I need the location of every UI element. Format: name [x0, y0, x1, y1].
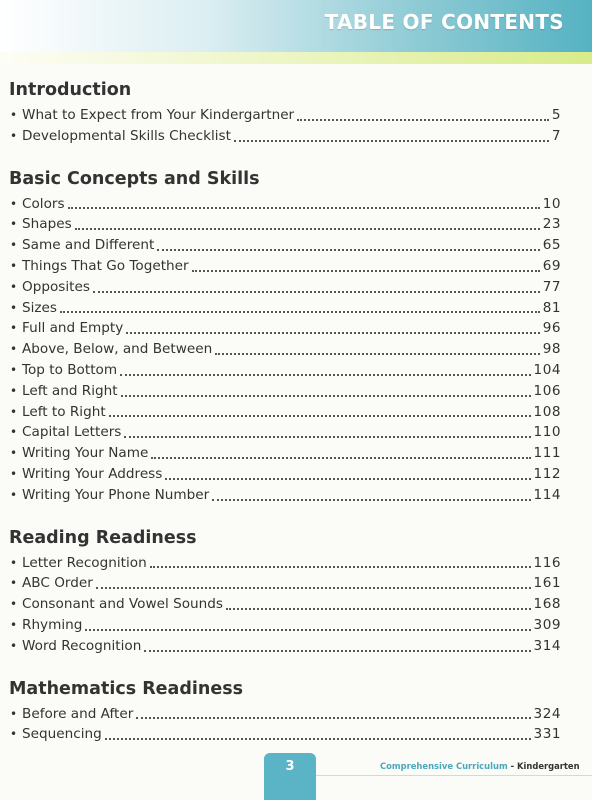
toc-entry	[9, 381, 561, 402]
footer-rule	[316, 775, 592, 776]
entry-page-number: 98	[542, 341, 561, 358]
dot-leader	[85, 625, 530, 631]
entry-label: ABC Order	[22, 575, 93, 592]
section-heading: Mathematics Readiness	[9, 678, 244, 699]
toc-entry	[9, 194, 561, 215]
entry-page-number: 106	[533, 382, 561, 399]
bullet-icon: •	[10, 108, 18, 122]
dot-leader	[120, 370, 530, 376]
bullet-icon: •	[10, 446, 18, 461]
page-number-tab	[264, 753, 316, 800]
bullet-icon: •	[10, 342, 18, 357]
dot-leader	[297, 115, 549, 121]
entry-label: Writing Your Name	[22, 445, 149, 462]
toc-section	[9, 677, 561, 746]
entry-label: Colors	[22, 195, 65, 212]
bullet-icon: •	[10, 487, 18, 502]
entry-label: Shapes	[22, 216, 72, 233]
entry-label: Above, Below, and Between	[22, 341, 213, 358]
dot-leader	[96, 583, 531, 589]
entry-label: Capital Letters	[22, 424, 122, 441]
entry-label: Rhyming	[22, 616, 83, 633]
entry-label: Developmental Skills Checklist	[22, 127, 231, 144]
entry-label: What to Expect from Your Kindergartner	[22, 107, 295, 123]
entry-label: Full and Empty	[22, 320, 124, 337]
dot-leader	[121, 391, 531, 397]
section-heading: Reading Readiness	[9, 527, 197, 548]
series-name: Comprehensive Curriculum	[380, 761, 508, 771]
entry-page-number: 10	[542, 195, 561, 212]
entry-page-number: 112	[533, 465, 561, 482]
bullet-icon: •	[10, 466, 18, 481]
dot-leader	[124, 432, 530, 438]
section-heading: Introduction	[9, 80, 132, 100]
entry-page-number: 309	[533, 616, 561, 633]
dot-leader	[93, 287, 540, 293]
dot-leader	[151, 453, 530, 459]
bullet-icon: •	[10, 597, 18, 612]
entry-page-number: 96	[542, 320, 561, 337]
bullet-icon: •	[10, 404, 18, 419]
dot-leader	[68, 203, 540, 209]
dot-leader	[150, 562, 531, 568]
toc-entry	[9, 485, 561, 506]
toc-entry	[9, 553, 561, 574]
toc-entry	[9, 105, 561, 126]
entry-page-number: 324	[533, 705, 561, 722]
entry-label: Opposites	[22, 278, 90, 295]
toc-entry	[9, 464, 561, 485]
entry-page-number: 331	[533, 726, 561, 743]
entry-label: Writing Your Phone Number	[22, 486, 210, 503]
bullet-icon: •	[10, 196, 18, 211]
toc-entry	[9, 214, 561, 235]
entry-label: Consonant and Vowel Sounds	[22, 596, 223, 613]
toc-section	[9, 78, 561, 147]
bullet-icon: •	[10, 217, 18, 232]
bullet-icon: •	[10, 706, 18, 721]
entry-page-number: 314	[533, 637, 561, 654]
entry-label: Left and Right	[22, 382, 118, 399]
dot-leader	[144, 646, 530, 652]
bullet-icon: •	[10, 362, 18, 377]
entry-label: Same and Different	[22, 237, 155, 254]
header-banner	[0, 0, 592, 52]
entry-page-number: 104	[533, 361, 561, 378]
entry-label: Top to Bottom	[22, 361, 118, 378]
page-title: TABLE OF CONTENTS	[324, 10, 564, 34]
bullet-icon: •	[10, 425, 18, 440]
toc-entry	[9, 724, 561, 745]
toc-entry	[9, 298, 561, 319]
bullet-icon: •	[10, 383, 18, 398]
dot-leader	[109, 411, 531, 417]
dot-leader	[136, 713, 530, 719]
bullet-icon: •	[10, 300, 18, 315]
dot-leader	[75, 224, 540, 230]
bullet-icon: •	[10, 638, 18, 653]
toc-entry	[9, 422, 561, 443]
entry-label: Things That Go Together	[22, 257, 189, 274]
entry-page-number: 7	[551, 127, 561, 144]
entry-page-number: 114	[533, 486, 561, 503]
bullet-icon: •	[10, 576, 18, 591]
page-number: 3	[285, 759, 295, 774]
header-stripe	[0, 52, 592, 64]
toc-entry	[9, 402, 561, 423]
entry-page-number: 69	[542, 257, 561, 274]
dot-leader	[165, 474, 530, 480]
toc-entry	[9, 443, 561, 464]
bullet-icon: •	[10, 279, 18, 294]
entry-label: Sizes	[22, 299, 57, 316]
toc-entry	[9, 636, 561, 657]
toc-entry	[9, 256, 561, 277]
entry-label: Left to Right	[22, 403, 106, 420]
entry-label: Writing Your Address	[22, 465, 163, 482]
entry-page-number: 161	[533, 575, 561, 592]
entry-page-number: 23	[542, 216, 561, 233]
dot-leader	[226, 604, 531, 610]
entry-page-number: 5	[551, 107, 561, 123]
toc-entry	[9, 573, 561, 594]
toc-entry	[9, 318, 561, 339]
entry-page-number: 110	[533, 424, 561, 441]
entry-page-number: 77	[542, 278, 561, 295]
footer-caption	[380, 761, 580, 771]
dot-leader	[60, 307, 540, 313]
toc-entry	[9, 235, 561, 256]
dot-leader	[192, 266, 540, 272]
entry-label: Sequencing	[22, 726, 102, 743]
bullet-icon: •	[10, 321, 18, 336]
table-of-contents	[0, 64, 592, 745]
dot-leader	[215, 349, 539, 355]
toc-entry	[9, 339, 561, 360]
entry-page-number: 111	[533, 445, 561, 462]
bullet-icon: •	[10, 555, 18, 570]
dot-leader	[212, 495, 530, 501]
dot-leader	[105, 734, 531, 740]
toc-entry	[9, 594, 561, 615]
toc-entry	[9, 615, 561, 636]
toc-entry	[9, 704, 561, 725]
bullet-icon: •	[10, 238, 18, 253]
toc-section	[9, 167, 561, 506]
grade-name: Kindergarten	[517, 761, 580, 771]
entry-page-number: 108	[533, 403, 561, 420]
dot-leader	[157, 245, 539, 251]
bullet-icon: •	[10, 128, 18, 143]
toc-entry	[9, 360, 561, 381]
entry-label: Word Recognition	[22, 637, 142, 654]
entry-page-number: 168	[533, 596, 561, 613]
entry-label: Before and After	[22, 705, 134, 722]
entry-page-number: 116	[533, 554, 561, 571]
entry-page-number: 65	[542, 237, 561, 254]
bullet-icon: •	[10, 258, 18, 273]
section-heading: Basic Concepts and Skills	[9, 168, 260, 189]
toc-entry	[9, 126, 561, 147]
bullet-icon: •	[10, 727, 18, 742]
toc-entry	[9, 277, 561, 298]
dot-leader	[234, 136, 549, 142]
entry-label: Letter Recognition	[22, 554, 147, 571]
bullet-icon: •	[10, 617, 18, 632]
dot-leader	[126, 328, 539, 334]
toc-section	[9, 526, 561, 657]
entry-page-number: 81	[542, 299, 561, 316]
footer-separator: -	[507, 761, 517, 771]
